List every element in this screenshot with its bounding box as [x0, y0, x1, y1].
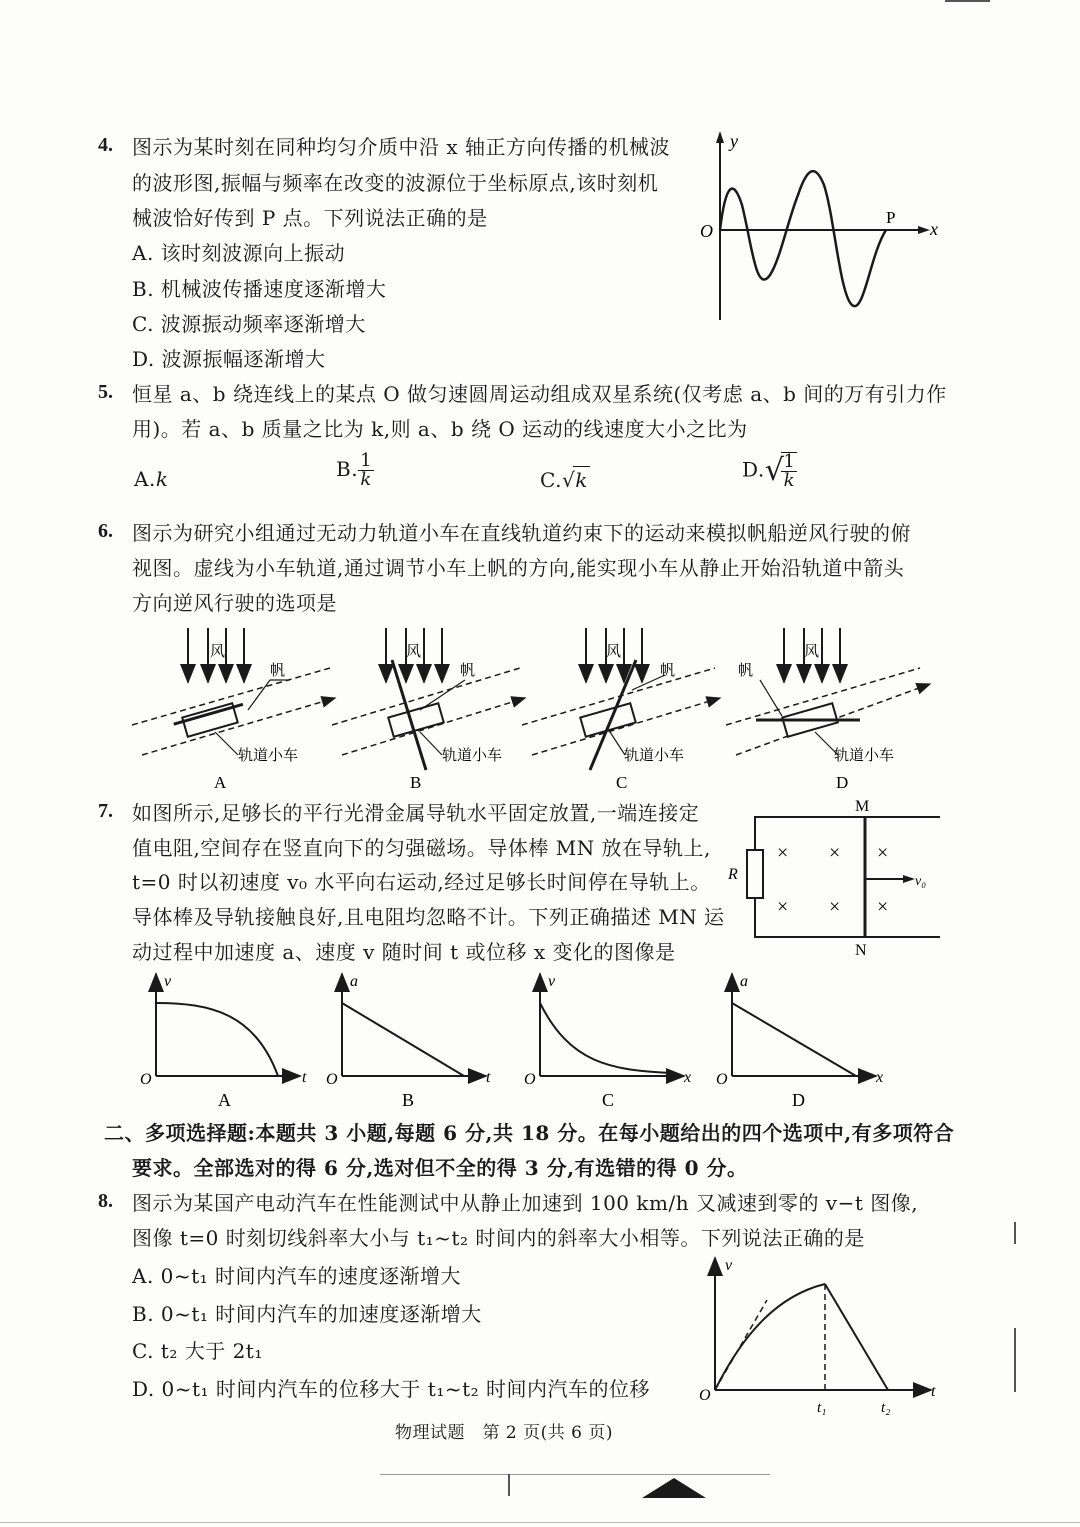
- page-footer: 物理试题 第 2 页(共 6 页): [395, 1423, 614, 1443]
- q4-stem-line2: 的波形图,振幅与频率在改变的波源位于坐标原点,该时刻机: [132, 171, 659, 195]
- svg-text:t: t: [486, 1069, 491, 1086]
- q7-graphs: [130, 968, 910, 1113]
- q4-fig-p-label: P: [886, 208, 896, 227]
- svg-text:x: x: [876, 1069, 884, 1086]
- q7-label-b: B: [402, 1090, 415, 1110]
- q6-stem-line3: 方向逆风行驶的选项是: [132, 591, 337, 615]
- q4-fig-x-label: x: [930, 219, 938, 239]
- scan-line-bottom: [380, 1474, 770, 1475]
- q7-label-a: A: [218, 1090, 231, 1110]
- svg-text:O: O: [326, 1071, 338, 1088]
- q7-label-d: D: [792, 1090, 805, 1110]
- q4-option-c: C. 波源振动频率逐渐增大: [132, 312, 366, 336]
- q4-stem-line1: 图示为某时刻在同种均匀介质中沿 x 轴正方向传播的机械波: [132, 135, 670, 159]
- svg-text:v: v: [548, 973, 556, 990]
- svg-text:轨道小车: 轨道小车: [834, 748, 895, 764]
- q7-stem-line4: 导体棒及导轨接触良好,且电阻均忽略不计。下列正确描述 MN 运: [132, 905, 725, 929]
- svg-text:M: M: [855, 798, 870, 815]
- q6-stem-line1: 图示为研究小组通过无动力轨道小车在直线轨道约束下的运动来模拟帆船逆风行驶的俯: [132, 521, 911, 545]
- q6-label-b: B: [410, 773, 422, 792]
- q4-fig-origin: O: [700, 221, 713, 241]
- q6-label-c: C: [616, 773, 628, 792]
- q8-option-c: C. t₂ 大于 2t₁: [132, 1339, 263, 1363]
- q4-option-a: A. 该时刻波源向上振动: [132, 241, 346, 265]
- q4-stem-line3: 械波恰好传到 P 点。下列说法正确的是: [132, 206, 488, 230]
- svg-text:风: 风: [406, 644, 422, 660]
- q5-option-a: A.k: [134, 467, 169, 491]
- svg-text:风: 风: [210, 644, 226, 660]
- svg-text:a: a: [350, 973, 358, 990]
- q7-label-c: C: [602, 1090, 615, 1110]
- svg-text:帆: 帆: [460, 663, 476, 679]
- svg-text:N: N: [855, 942, 867, 959]
- svg-text:t: t: [302, 1069, 307, 1086]
- q5-option-b: B. $\frac{1}{k}$: [336, 450, 373, 490]
- q6-stem-line2: 视图。虚线为小车轨道,通过调节小车上帆的方向,能实现小车从静止开始沿轨道中箭头: [132, 556, 905, 580]
- svg-text:帆: 帆: [738, 663, 754, 679]
- q7-graph-b: [326, 973, 491, 1110]
- q8-vt-figure: [695, 1250, 950, 1420]
- scan-line-edge: [0, 1522, 1080, 1523]
- svg-text:×: ×: [829, 842, 841, 864]
- scan-mark-top: [945, 0, 990, 2]
- q7-stem-line3: t=0 时以初速度 v₀ 水平向右运动,经过足够长时间停在导轨上。: [132, 870, 711, 894]
- q7-number: 7.: [98, 800, 113, 822]
- q5-option-d: D.√ $\frac{1}{k}$: [742, 451, 796, 491]
- q6-panel-c: [522, 628, 720, 792]
- q8-number: 8.: [98, 1190, 113, 1212]
- q6-label-a: A: [214, 773, 227, 792]
- svg-text:轨道小车: 轨道小车: [442, 748, 503, 764]
- q6-panel-b: [332, 628, 525, 792]
- section2-heading-line1: 二、多项选择题:本题共 3 小题,每题 6 分,共 18 分。在每小题给出的四个选项中,有多项符合: [104, 1121, 955, 1145]
- q6-label-d: D: [836, 773, 849, 792]
- svg-text:帆: 帆: [270, 663, 286, 679]
- scan-tick-bottom: [508, 1474, 510, 1496]
- svg-text:t₂: t₂: [881, 1400, 891, 1416]
- q5-number: 5.: [98, 381, 113, 403]
- q7-graph-c: [524, 973, 691, 1110]
- svg-text:a: a: [740, 973, 748, 990]
- q5-stem-line1: 恒星 a、b 绕连线上的某点 O 做匀速圆周运动组成双星系统(仅考虑 a、b 间的万有引力作: [132, 382, 947, 406]
- svg-text:×: ×: [877, 842, 889, 864]
- svg-text:风: 风: [606, 644, 622, 660]
- svg-text:轨道小车: 轨道小车: [238, 748, 299, 764]
- q4-number: 4.: [98, 134, 113, 156]
- svg-text:x: x: [684, 1069, 692, 1086]
- q7-circuit-figure: [725, 795, 950, 965]
- scan-mark-right1: [1014, 1222, 1016, 1244]
- svg-text:风: 风: [804, 644, 820, 660]
- svg-text:O: O: [524, 1071, 536, 1088]
- q8-option-a: A. 0~t₁ 时间内汽车的速度逐渐增大: [132, 1264, 462, 1288]
- svg-text:×: ×: [829, 896, 841, 918]
- q5-option-c: C.√k: [540, 468, 588, 492]
- q7-stem-line1: 如图所示,足够长的平行光滑金属导轨水平固定放置,一端连接定: [132, 801, 700, 825]
- q6-number: 6.: [98, 520, 113, 542]
- svg-text:帆: 帆: [660, 663, 676, 679]
- q4-fig-y-label: y: [730, 131, 738, 151]
- q4-option-b: B. 机械波传播速度逐渐增大: [132, 277, 387, 301]
- svg-text:v₀: v₀: [915, 874, 927, 889]
- q7-stem-line2: 值电阻,空间存在竖直向下的匀强磁场。导体棒 MN 放在导轨上,: [132, 836, 711, 860]
- q7-graph-a: [140, 973, 307, 1110]
- q6-panel-a: [132, 628, 335, 792]
- svg-text:R: R: [728, 866, 738, 883]
- svg-text:×: ×: [777, 842, 789, 864]
- triangle-mark: [642, 1478, 706, 1498]
- q8-stem-line2: 图像 t=0 时刻切线斜率大小与 t₁~t₂ 时间内的斜率大小相等。下列说法正确的是: [132, 1226, 865, 1250]
- svg-text:轨道小车: 轨道小车: [624, 748, 685, 764]
- q7-stem-line5: 动过程中加速度 a、速度 v 随时间 t 或位移 x 变化的图像是: [132, 940, 676, 964]
- svg-text:O: O: [699, 1387, 711, 1404]
- svg-text:v: v: [164, 973, 172, 990]
- q8-option-d: D. 0~t₁ 时间内汽车的位移大于 t₁~t₂ 时间内汽车的位移: [132, 1377, 651, 1401]
- q7-graph-d: [716, 973, 883, 1110]
- q6-panel-d: [726, 628, 930, 792]
- svg-text:t₁: t₁: [817, 1400, 827, 1416]
- q5-stem-line2: 用)。若 a、b 质量之比为 k,则 a、b 绕 O 运动的线速度大小之比为: [132, 417, 748, 441]
- svg-text:t: t: [931, 1383, 936, 1400]
- q8-stem-line1: 图示为某国产电动汽车在性能测试中从静止加速到 100 km/h 又减速到零的 v−t 图像,: [132, 1191, 919, 1215]
- svg-text:O: O: [140, 1071, 152, 1088]
- q6-sail-figures: [120, 620, 950, 795]
- section2-heading-line2: 要求。全部选对的得 6 分,选对但不全的得 3 分,有选错的得 0 分。: [132, 1156, 748, 1180]
- scan-mark-right2: [1014, 1328, 1016, 1392]
- svg-text:×: ×: [877, 896, 889, 918]
- q4-wave-figure: [690, 125, 960, 325]
- svg-text:×: ×: [777, 896, 789, 918]
- q4-option-d: D. 波源振幅逐渐增大: [132, 347, 326, 371]
- svg-text:v: v: [725, 1257, 733, 1274]
- svg-text:O: O: [716, 1071, 728, 1088]
- q8-option-b: B. 0~t₁ 时间内汽车的加速度逐渐增大: [132, 1302, 482, 1326]
